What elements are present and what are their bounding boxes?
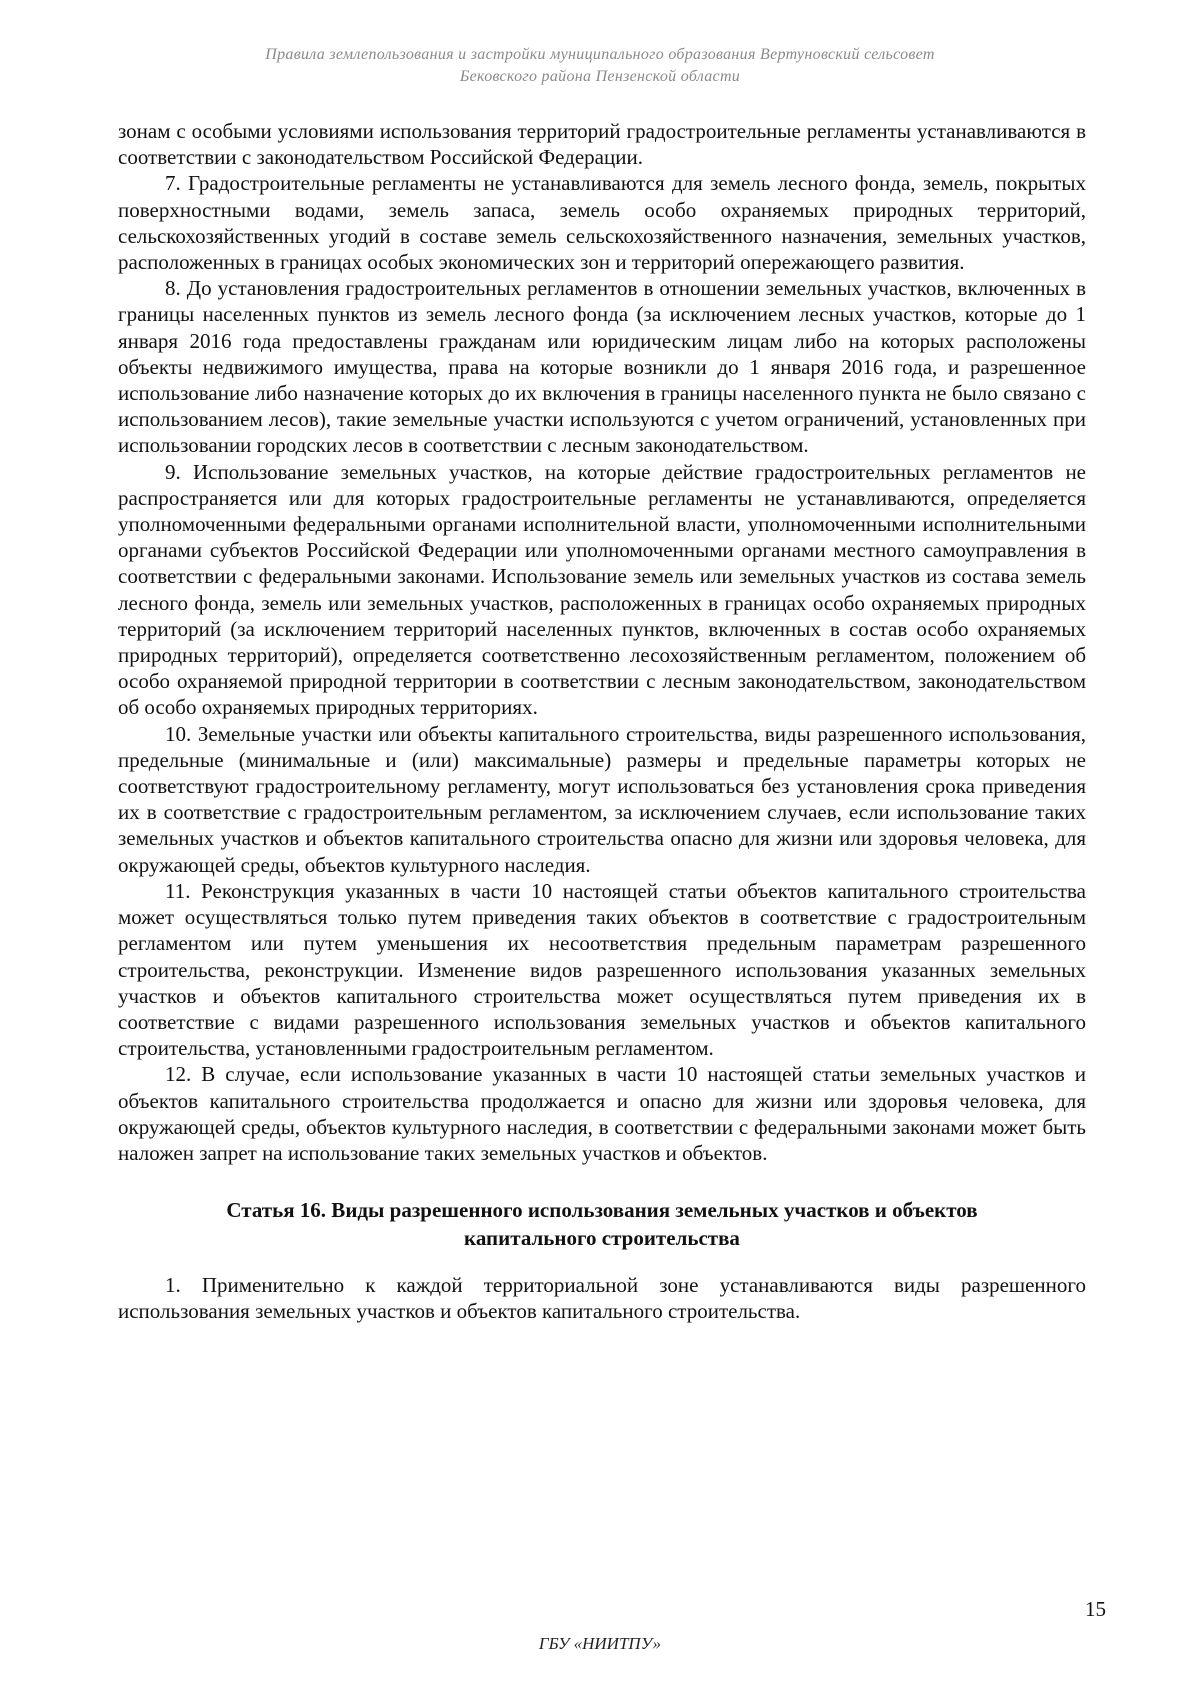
paragraph-8: 8. До установления градостроительных регламентов в отношении земельных участков, включенных в границы населенных пунктов из земель лесного фонда (за исключением лесных участков, которые до 1 января 2016 года предоставлены гражданам или юридическим лицам либо на которых расположены объекты недвижимого имущества, права на которые возникли до 1 января 2016 года, и разрешенное использование либо назначение которых до их включения в границы населенного пункта не было связано с использованием лесов), такие земельные участки используются с учетом ограничений, установленных при использовании городских лесов в соответствии с лесным законодательством. [118, 276, 1086, 458]
document-body [118, 118, 1086, 1325]
paragraph-12: 12. В случае, если использование указанных в части 10 настоящей статьи земельных участков и объектов капитального строительства продолжается и опасно для жизни или здоровья человека, для окружающей среды, объектов культурного наследия, в соответствии с федеральными законами может быть наложен запрет на использование таких земельных участков и объектов. [118, 1062, 1086, 1165]
header-line-2: Бековского района Пензенской области [459, 68, 741, 85]
paragraph-9: 9. Использование земельных участков, на которые действие градостроительных регламентов не распространяется или для которых градостроительные регламенты не устанавливаются, определяется уполномоченными федеральными органами исполнительной власти, уполномоченными исполнительными органами субъектов Российской Федерации или уполномоченными органами местного самоуправления в соответствии с федеральными законами. Использование земель или земельных участков из состава земель лесного фонда, земель или земельных участков, расположенных в границах особо охраняемых природных территорий (за исключением территорий населенных пунктов, включенных в состав особо охраняемых природных территорий), определяется соответственно лесохозяйственным регламентом, положением об особо охраняемой природной территории в соответствии с лесным законодательством, законодательством об особо охраняемых природных территориях. [118, 459, 1086, 720]
page-header [0, 44, 1200, 88]
article-16-title: Статья 16. Виды разрешенного использования земельных участков и объектов капитального строительства [226, 1198, 978, 1251]
article-16-paragraph-1: 1. Применительно к каждой территориальной зоне устанавливаются виды разрешенного использования земельных участков и объектов капитального строительства. [118, 1273, 1086, 1324]
paragraph-10: 10. Земельные участки или объекты капитального строительства, виды разрешенного использования, предельные (минимальные и (или) максимальные) размеры и предельные параметры которых не соответствуют градостроительному регламенту, могут использоваться без установления срока приведения их в соответствие с градостроительным регламентом, за исключением случаев, если использование таких земельных участков и объектов капитального строительства опасно для жизни или здоровья человека, для окружающей среды, объектов культурного наследия. [118, 721, 1086, 877]
paragraph-7: 7. Градостроительные регламенты не устанавливаются для земель лесного фонда, земель, покрытых поверхностными водами, земель запаса, земель особо охраняемых природных территорий, сельскохозяйственных угодий в составе земель сельскохозяйственного назначения, земельных участков, расположенных в границах особых экономических зон и территорий опережающего развития. [118, 171, 1086, 275]
page-number: 15 [1085, 1597, 1106, 1621]
paragraph-11: 11. Реконструкция указанных в части 10 настоящей статьи объектов капитального строительства может осуществляться только путем приведения таких объектов в соответствие с градостроительным регламентом или путем уменьшения их несоответствия предельным параметрам разрешенного строительства, реконструкции. Изменение видов разрешенного использования указанных земельных участков и объектов капитального строительства может осуществляться путем приведения их в соответствие с видами разрешенного использования земельных участков и объектов капитального строительства, установленными градостроительным регламентом. [118, 878, 1086, 1061]
paragraph-continuation: зонам с особыми условиями использования территорий градостроительные регламенты устанавливаются в соответствии с законодательством Российской Федерации. [118, 119, 1086, 170]
page-footer: ГБУ «НИИТПУ» [538, 1634, 662, 1653]
header-line-1: Правила землепользования и застройки муниципального образования Вертуновский сельсовет [265, 46, 935, 63]
